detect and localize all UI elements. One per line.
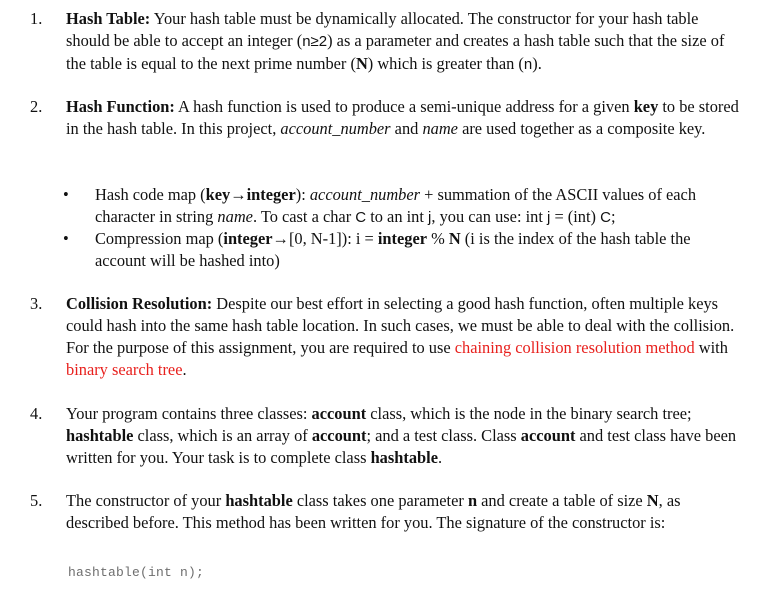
bullet-dot: • xyxy=(63,185,69,204)
constructor-signature-code: hashtable(int n); xyxy=(68,565,205,580)
bullet-text: Compression map (integer→[0, N-1]): i = integer % N (i is the index of the hash table the account will be hashed into) xyxy=(95,229,691,270)
bullet-dot: • xyxy=(63,229,69,248)
item-text: Hash Table: Your hash table must be dynamically allocated. The constructor for your hash table should be able to accept an integer (n≥2) as a parameter and creates a hash table such that the size of the table is equal to the next prime number (N) which is greater than (n). xyxy=(66,9,725,73)
item-number: 1. xyxy=(30,9,43,28)
item-title: Hash Table: xyxy=(66,9,151,28)
item-number: 5. xyxy=(30,491,43,510)
highlight-chaining: chaining collision resolution method xyxy=(454,338,695,357)
highlight-bst: binary search tree xyxy=(66,360,183,379)
bullet-text: Hash code map (key→integer): account_number + summation of the ASCII values of each character in string name. To cast a char C to an int j, you can use: int j = (int) C; xyxy=(95,185,697,226)
item-text: Collision Resolution: Despite our best effort in selecting a good hash function, often multiple keys could hash into the same hash table location. In such cases, we must be able to deal with the collision. For the purpose of this assignment, you are required to use chaining collision resolution method with binary search tree. xyxy=(66,294,735,379)
item-number: 3. xyxy=(30,294,43,313)
item-number: 4. xyxy=(30,404,43,423)
item-title: Collision Resolution: xyxy=(66,294,213,313)
item-title: Hash Function: xyxy=(66,97,175,116)
item-text: Hash Function: A hash function is used to produce a semi-unique address for a given key to be stored in the hash table. In this project, account_number and name are used together as a composite key. xyxy=(66,97,739,138)
item-number: 2. xyxy=(30,97,43,116)
item-text: The constructor of your hashtable class takes one parameter n and create a table of size N, as described before. This method has been written for you. The signature of the constructor is: xyxy=(66,491,681,532)
item-text: Your program contains three classes: account class, which is the node in the binary search tree; hashtable class, which is an array of account; and a test class. Class account and test class have been written for you. Your task is to complete class hashtable. xyxy=(66,404,737,467)
